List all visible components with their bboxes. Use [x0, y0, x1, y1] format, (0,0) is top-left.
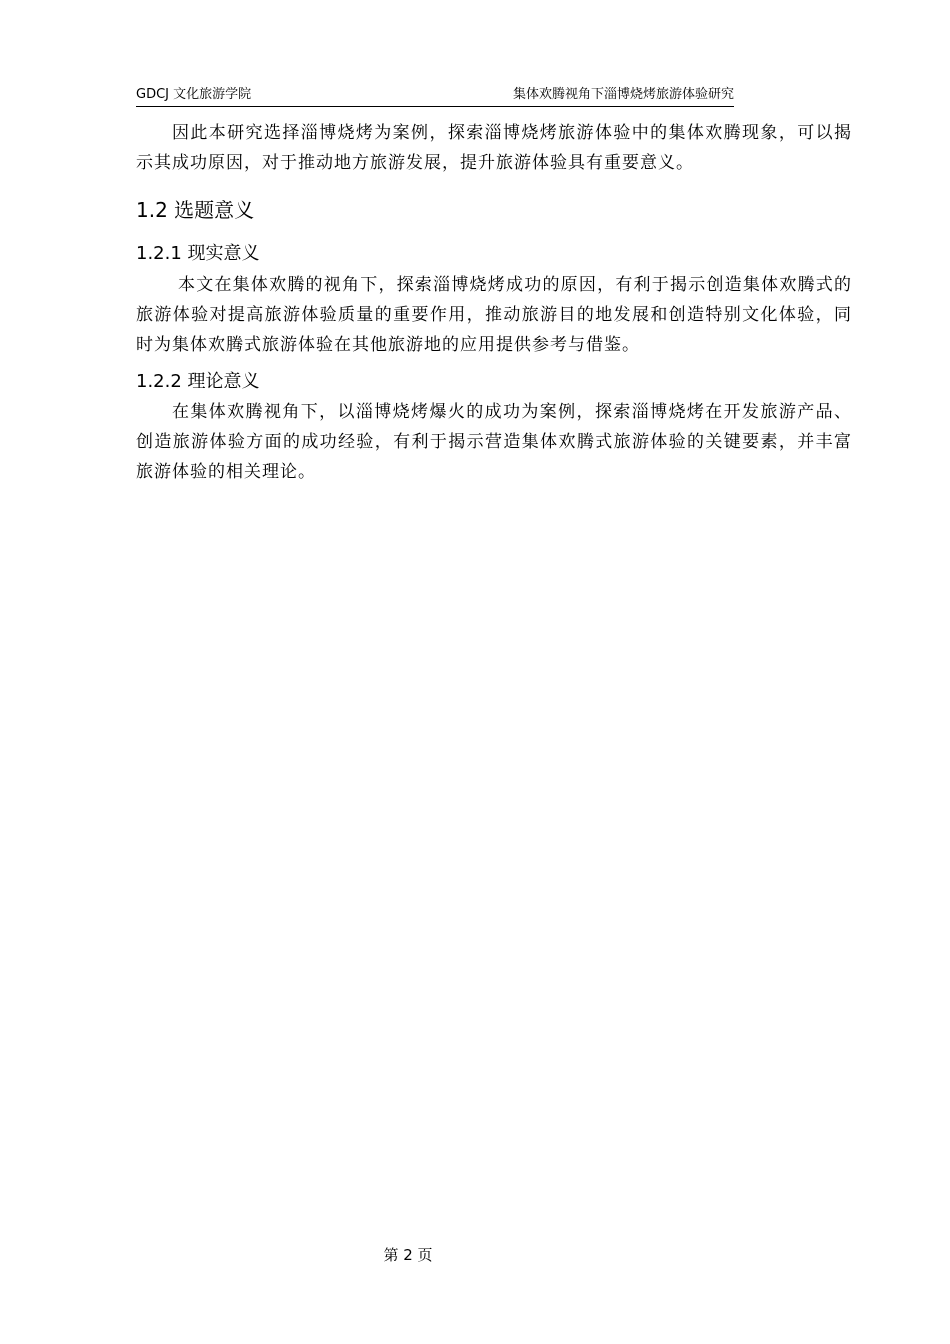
header-thesis-title: 集体欢腾视角下淄博烧烤旅游体验研究	[512, 87, 734, 102]
page-number: 第 2 页	[383, 1246, 433, 1264]
section-heading-1-2: 1.2 选题意义	[136, 198, 255, 222]
header-institution: GDCJ 文化旅游学院	[136, 87, 252, 102]
section-heading-1-2-2: 1.2.2 理论意义	[136, 371, 260, 392]
practical-significance-paragraph: 本文在集体欢腾的视角下，探索淄博烧烤成功的原因，有利于揭示创造集体欢腾式的旅游体验对提高旅游体验质量的重要作用，推动旅游目的地发展和创造特别文化体验，同时为集体欢腾式旅游体验在其他旅游地的应用提供参考与借鉴。	[136, 275, 852, 355]
intro-paragraph: 因此本研究选择淄博烧烤为案例，探索淄博烧烤旅游体验中的集体欢腾现象，可以揭示其成功原因，对于推动地方旅游发展，提升旅游体验具有重要意义。	[136, 123, 852, 173]
section-heading-1-2-1: 1.2.1 现实意义	[136, 243, 260, 264]
page-header	[136, 86, 734, 107]
theoretical-significance-paragraph: 在集体欢腾视角下，以淄博烧烤爆火的成功为案例，探索淄博烧烤在开发旅游产品、创造旅游体验方面的成功经验，有利于揭示营造集体欢腾式旅游体验的关键要素，并丰富旅游体验的相关理论。	[136, 402, 852, 482]
